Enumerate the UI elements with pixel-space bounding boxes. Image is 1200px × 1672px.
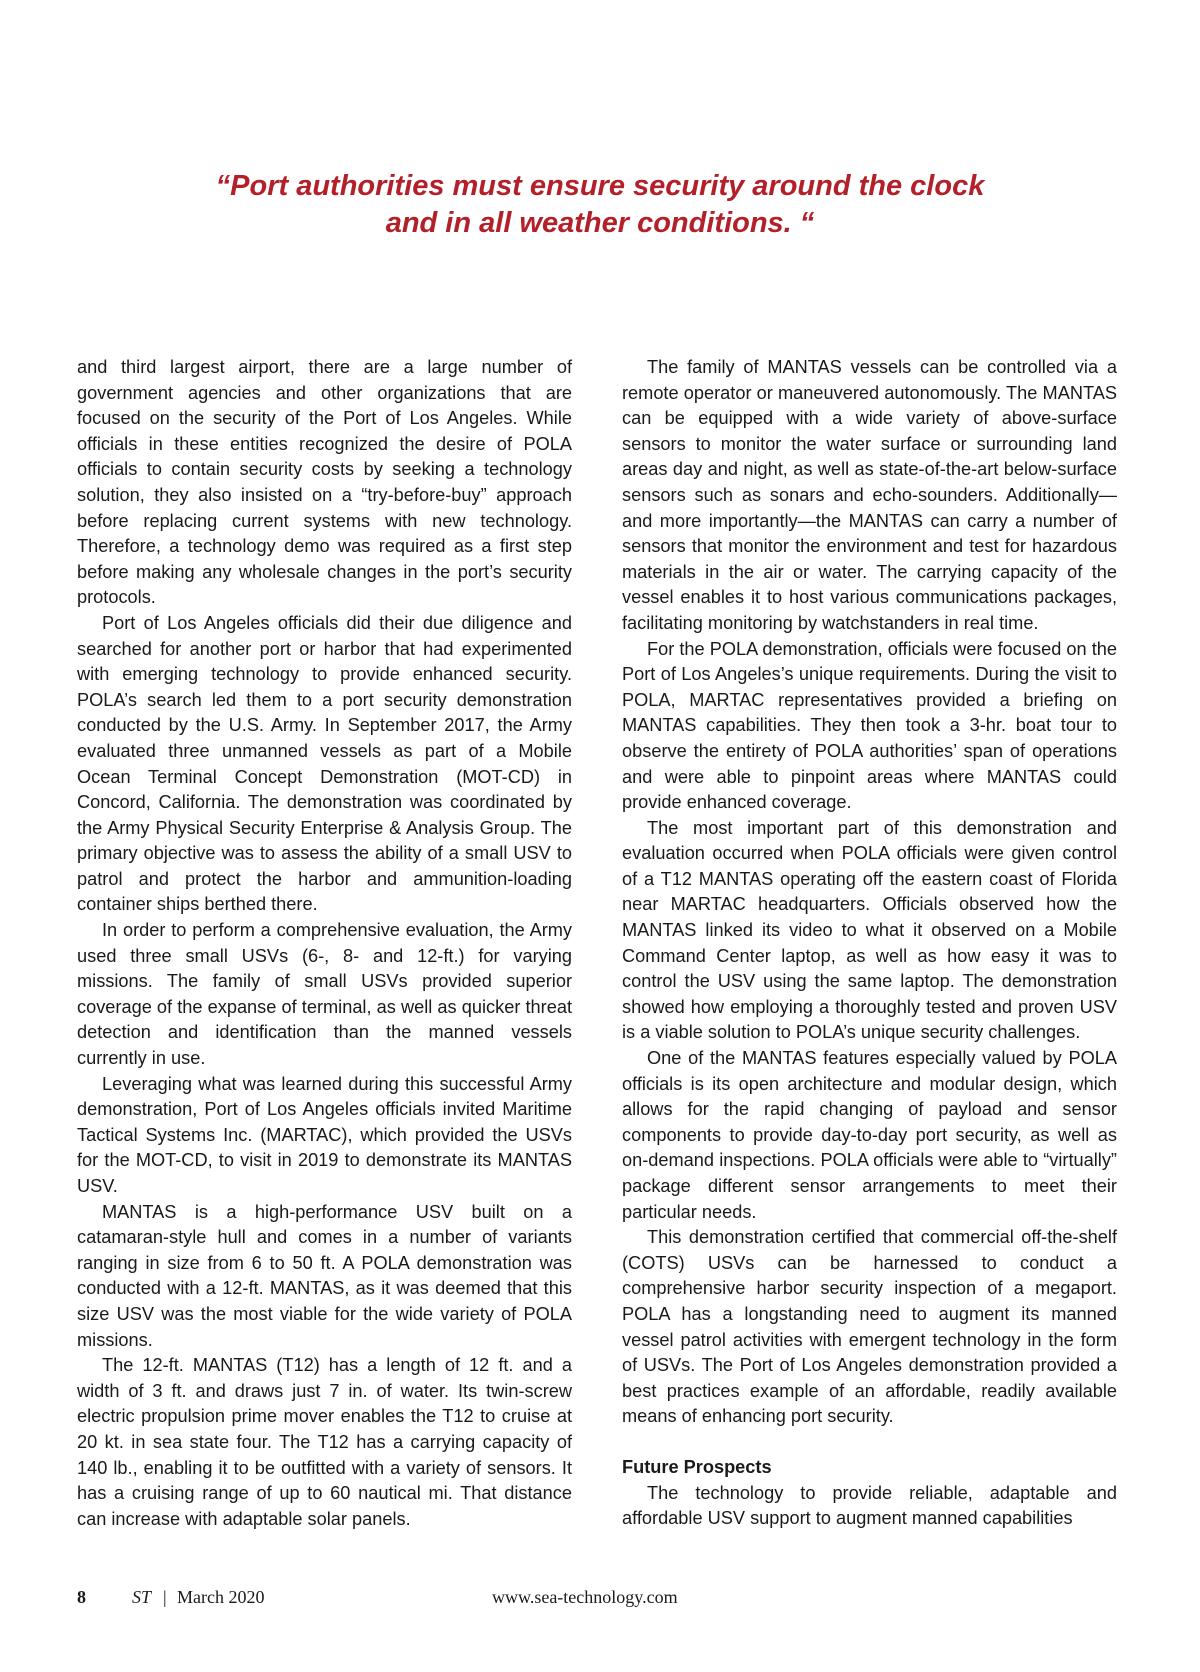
paragraph: The most important part of this demonstration and evaluation occurred when POLA officials were given control of a T12 MANTAS operating off the eastern coast of Florida near MARTAC headquarters. Officials observed how the MANTAS linked its video to what it observed on a Mobile Command Center laptop, as well as how easy it was to control the USV using the same laptop. The demonstration showed how employing a thoroughly tested and proven USV is a viable solution to POLA’s unique security challenges. <box>622 817 1117 1043</box>
pull-quote-line-1: “Port authorities must ensure security around the clock <box>215 170 985 202</box>
paragraph: The family of MANTAS vessels can be controlled via a remote operator or maneuvered autonomously. The MANTAS can be equipped with a wide variety of above-surface sensors to monitor the water surface or surrounding land areas day and night, as well as state-of-the-art below-surface sensors such as sonars and echo-sounders. Additionally—and more importantly—the MANTAS can carry a number of sensors that monitor the environment and test for hazardous materials in the air or water. The carrying capacity of the vessel enables it to host various communications packages, facilitating monitoring by watchstanders in real time. <box>622 357 1117 633</box>
paragraph: One of the MANTAS features especially valued by POLA officials is its open architecture and modular design, which allows for the rapid changing of payload and sensor components to provide day-to-day port security, as well as on-demand inspections. POLA officials were able to “virtually” package different sensor arrangements to meet their particular needs. <box>622 1048 1117 1222</box>
paragraph: For the POLA demonstration, officials were focused on the Port of Los Angeles’s unique requirements. During the visit to POLA, MARTAC representatives provided a briefing on MANTAS capabilities. They then took a 3-hr. boat tour to observe the entirety of POLA authorities’ span of operations and were able to pinpoint areas where MANTAS could provide enhanced coverage. <box>622 638 1117 813</box>
paragraph: MANTAS is a high-performance USV built on a catamaran-style hull and comes in a number of variants ranging in size from 6 to 50 ft. A POLA demonstration was conducted with a 12-ft. MANTAS, as it was deemed that this size USV was the most viable for the wide variety of POLA missions. <box>77 1201 572 1350</box>
section-heading: Future Prospects <box>622 1456 772 1477</box>
magazine-name: ST <box>132 1587 152 1607</box>
paragraph: The technology to provide reliable, adaptable and affordable USV support to augment manned capabilities <box>622 1482 1117 1529</box>
issue-date: March 2020 <box>177 1587 265 1607</box>
paragraph: Port of Los Angeles officials did their due diligence and searched for another port or harbor that had experimented with emerging technology to provide enhanced security. POLA’s search led them to a port security demonstration conducted by the U.S. Army. In September 2017, the Army evaluated three unmanned vessels as part of a Mobile Ocean Terminal Concept Demonstration (MOT-CD) in Concord, California. The demonstration was coordinated by the Army Physical Security Enterprise & Analysis Group. The primary objective was to assess the ability of a small USV to patrol and protect the harbor and ammunition-loading container ships berthed there. <box>77 612 572 915</box>
paragraph: Leveraging what was learned during this successful Army demonstration, Port of Los Angeles officials invited Maritime Tactical Systems Inc. (MARTAC), which provided the USVs for the MOT-CD, to visit in 2019 to demonstrate its MANTAS USV. <box>77 1073 572 1196</box>
paragraph: In order to perform a comprehensive evaluation, the Army used three small USVs (6-, 8- and 12-ft.) for varying missions. The family of small USVs provided superior coverage of the expanse of terminal, as well as quicker threat detection and identification than the manned vessels currently in use. <box>77 920 572 1069</box>
left-column <box>77 355 572 1532</box>
paragraph: and third largest airport, there are a large number of government agencies and other organizations that are focused on the security of the Port of Los Angeles. While officials in these entities recognized the desire of POLA officials to contain security costs by seeking a technology solution, they also insisted on a “try-before-buy” approach before replacing current systems with new technology. Therefore, a technology demo was required as a first step before making any wholesale changes in the port’s security protocols. <box>77 357 572 608</box>
pull-quote-line-2: and in all weather conditions. “ <box>385 207 815 239</box>
right-column <box>622 355 1117 1532</box>
pull-quote <box>0 168 1200 242</box>
page-number: 8 <box>77 1587 86 1607</box>
website-url: www.sea-technology.com <box>492 1587 678 1607</box>
page-footer <box>77 1582 1123 1612</box>
paragraph: This demonstration certified that commercial off-the-shelf (COTS) USVs can be harnessed to conduct a comprehensive harbor security inspection of a megaport. POLA has a longstanding need to augment its manned vessel patrol activities with emergent technology in the form of USVs. The Port of Los Angeles demonstration provided a best practices example of an affordable, readily available means of enhancing port security. <box>622 1227 1117 1427</box>
footer-separator: | <box>163 1587 167 1607</box>
paragraph: The 12-ft. MANTAS (T12) has a length of 12 ft. and a width of 3 ft. and draws just 7 in. of water. Its twin-screw electric propulsion prime mover enables the T12 to cruise at 20 kt. in sea state four. The T12 has a carrying capacity of 140 lb., enabling it to be outfitted with a variety of sensors. It has a cruising range of up to 60 nautical mi. That distance can increase with adaptable solar panels. <box>77 1355 572 1529</box>
